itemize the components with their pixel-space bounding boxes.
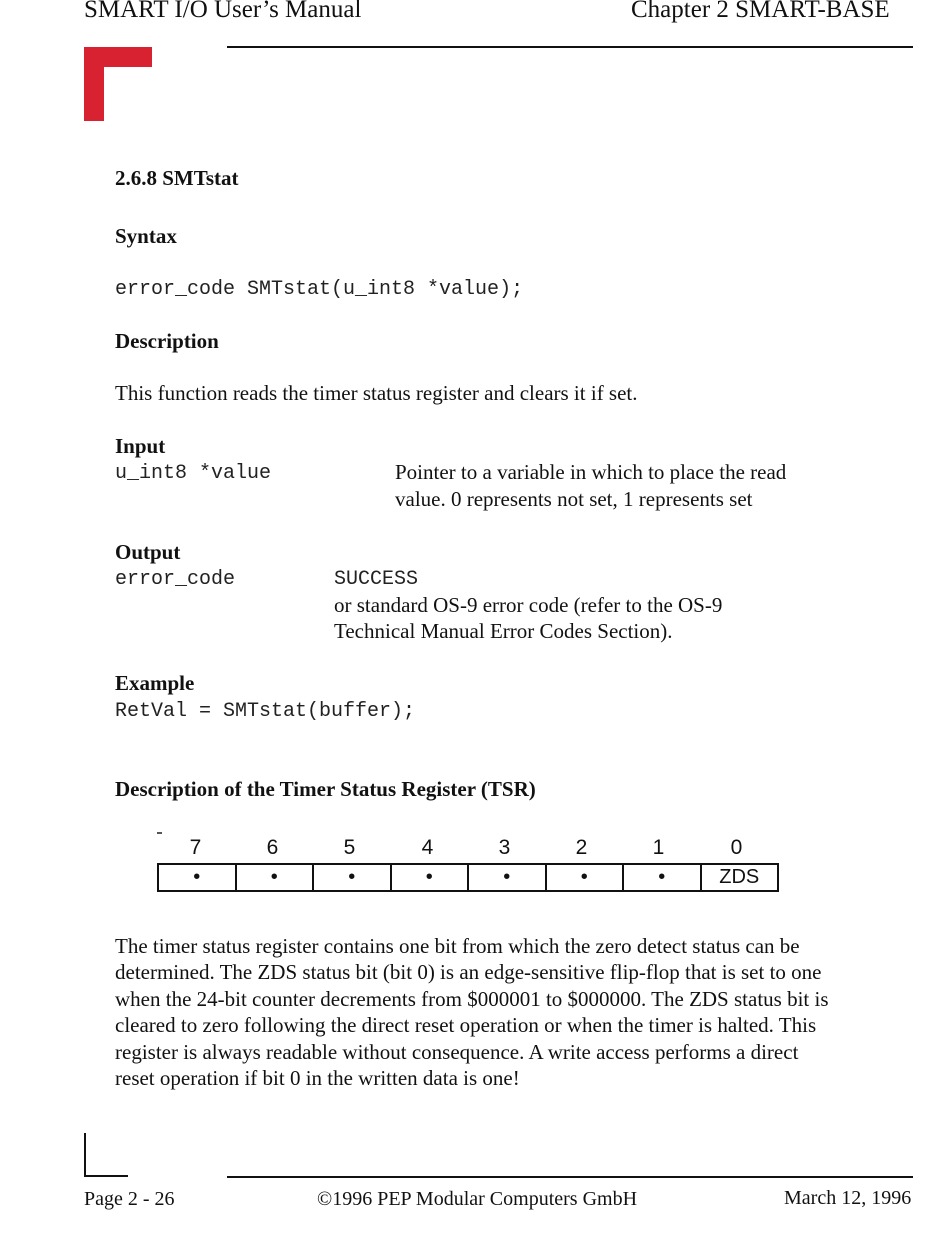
- section-title: 2.6.8 SMTstat: [115, 166, 239, 190]
- register-cell: •: [314, 865, 392, 890]
- input-desc-line2: value. 0 represents not set, 1 represents set: [395, 487, 753, 511]
- description-text: This function reads the timer status register and clears it if set.: [115, 381, 638, 405]
- bit-number: 3: [498, 836, 511, 859]
- register-cell: •: [392, 865, 470, 890]
- header-chapter-title: Chapter 2 SMART-BASE: [631, 0, 890, 23]
- output-heading: Output: [115, 540, 181, 564]
- register-diagram: [157, 836, 777, 892]
- register-tick-mark: [157, 832, 162, 834]
- bit-number: 6: [266, 836, 279, 859]
- input-desc-line1: Pointer to a variable in which to place the read: [395, 460, 787, 484]
- register-cells: [157, 863, 779, 892]
- header-rule: [227, 46, 913, 48]
- register-cell: •: [547, 865, 625, 890]
- footer-copyright: ©1996 PEP Modular Computers GmbH: [317, 1188, 638, 1210]
- register-cell-zds: ZDS: [719, 866, 760, 888]
- syntax-heading: Syntax: [115, 224, 177, 248]
- input-heading: Input: [115, 434, 166, 458]
- output-param: error_code: [115, 568, 236, 591]
- header-manual-title: SMART I/O User’s Manual: [84, 0, 362, 23]
- register-cell: •: [469, 865, 547, 890]
- bit-number: 0: [730, 836, 743, 859]
- register-cell: •: [624, 865, 702, 890]
- footer-page-number: Page 2 - 26: [84, 1188, 175, 1210]
- output-value: SUCCESS: [334, 568, 419, 591]
- corner-mark-icon: [84, 47, 152, 121]
- output-desc-line2: Technical Manual Error Codes Section).: [334, 619, 673, 643]
- footer-rule: [227, 1176, 913, 1178]
- footer-date: March 12, 1996: [784, 1187, 912, 1209]
- bit-number: 5: [343, 836, 356, 859]
- footer-corner-vertical: [84, 1133, 86, 1177]
- register-cell: •: [159, 865, 237, 890]
- bit-number: 1: [652, 836, 665, 859]
- bit-number: 7: [189, 836, 202, 859]
- syntax-code: error_code SMTstat(u_int8 *value);: [115, 278, 524, 301]
- input-param: u_int8 *value: [115, 462, 272, 485]
- bit-number: 4: [421, 836, 434, 859]
- tsr-description-paragraph: The timer status register contains one bit from which the zero detect status can be determined. The ZDS status bit (bit 0) is an edge-sensitive flip-flop that is set to one when the 24-bit counter decrements from $000001 to $000000. The ZDS status bit is cleared to zero following the direct reset operation or when the timer is halted. This register is always readable without consequence. A write access performs a direct reset operation if bit 0 in the written data is one!: [115, 934, 829, 1091]
- output-desc-line1: or standard OS-9 error code (refer to the OS-9: [334, 593, 723, 617]
- description-heading: Description: [115, 329, 219, 353]
- bit-number: 2: [575, 836, 588, 859]
- example-code: RetVal = SMTstat(buffer);: [115, 700, 416, 723]
- footer-corner-horizontal: [84, 1175, 128, 1177]
- tsr-heading: Description of the Timer Status Register (TSR): [115, 777, 536, 801]
- register-cell: •: [237, 865, 315, 890]
- example-heading: Example: [115, 671, 195, 695]
